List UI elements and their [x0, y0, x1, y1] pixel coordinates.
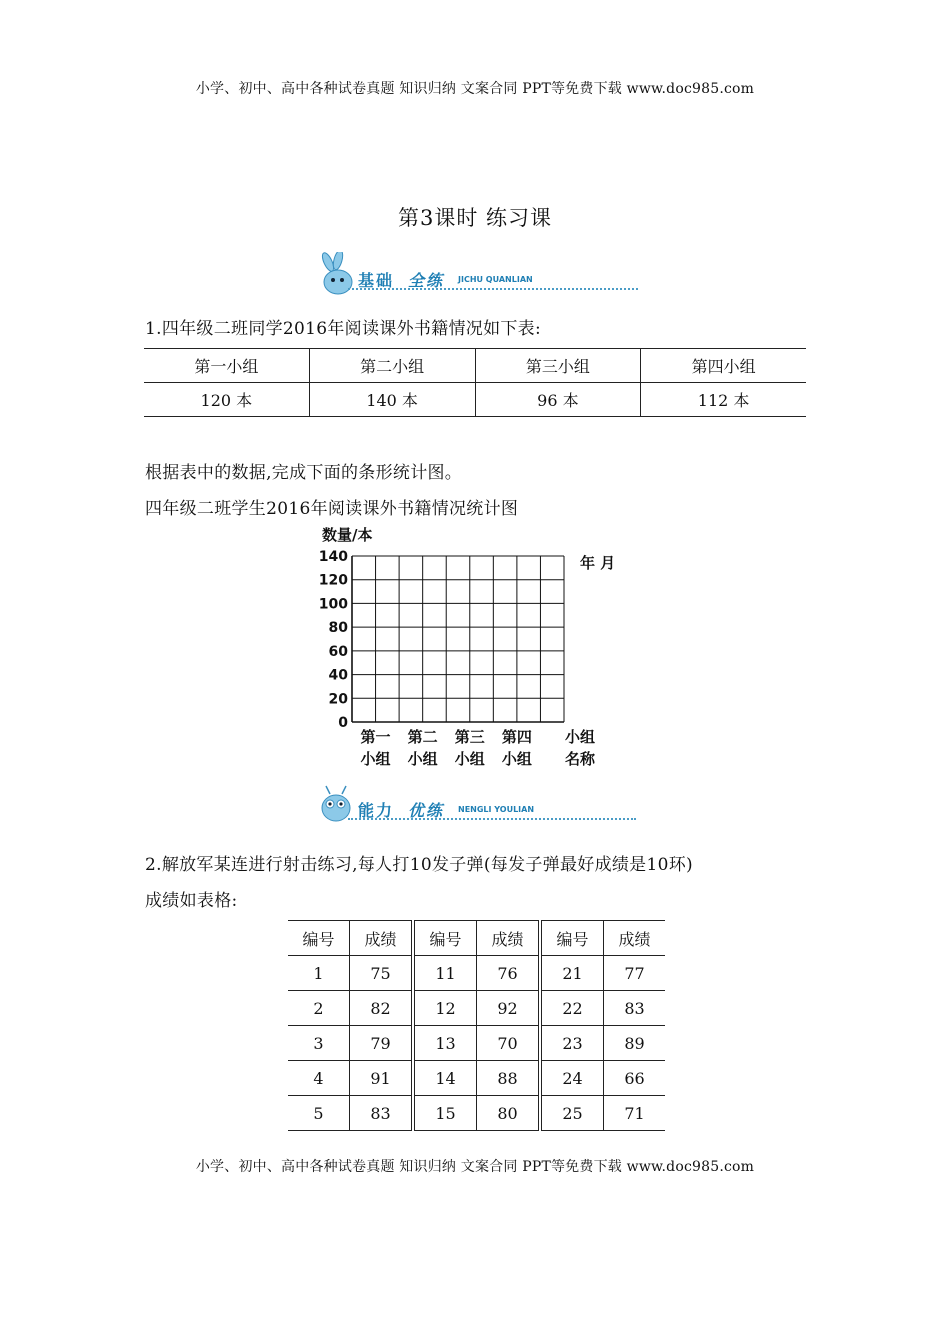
score-table	[288, 920, 665, 1131]
chart-caption: 四年级二班学生2016年阅读课外书籍情况统计图	[145, 499, 519, 519]
table-cell: 21	[540, 956, 604, 991]
table-cell: 82	[350, 991, 414, 1026]
table-cell: 88	[477, 1061, 541, 1096]
section-banner-basic	[308, 252, 638, 298]
table-row	[288, 956, 665, 991]
table-cell: 2	[288, 991, 350, 1026]
table-cell: 96 本	[475, 383, 641, 417]
lesson-title: 第3课时 练习课	[397, 206, 553, 230]
y-tick-label: 0	[338, 715, 348, 731]
x-tick-label: 名称	[564, 750, 596, 768]
table-cell: 80	[477, 1096, 541, 1131]
bar-chart-grid	[300, 520, 660, 776]
y-tick-labels	[319, 549, 348, 731]
table-row	[288, 1026, 665, 1061]
y-axis-label: 数量/本	[322, 526, 373, 544]
x-tick-label: 第一	[360, 728, 391, 746]
q1-instruction: 根据表中的数据,完成下面的条形统计图。	[145, 463, 463, 483]
banner-label-highlight: 全练	[408, 271, 445, 290]
table-cell: 4	[288, 1061, 350, 1096]
y-tick-label: 140	[318, 549, 348, 565]
y-tick-label: 40	[328, 667, 348, 684]
table-header-cell: 成绩	[477, 921, 541, 956]
table-row	[288, 991, 665, 1026]
table-cell: 14	[413, 1061, 477, 1096]
table-cell: 13	[413, 1026, 477, 1061]
table-cell: 112 本	[641, 383, 806, 417]
table-cell: 12	[413, 991, 477, 1026]
y-tick-label: 80	[328, 620, 348, 637]
table-cell: 23	[540, 1026, 604, 1061]
x-tick-label: 小组	[501, 750, 532, 768]
table-cell: 77	[604, 956, 666, 991]
table-cell: 3	[288, 1026, 350, 1061]
table-cell: 91	[350, 1061, 414, 1096]
section-banner-ability	[308, 782, 636, 828]
y-tick-label: 100	[318, 596, 348, 613]
table-cell: 89	[604, 1026, 666, 1061]
table-row	[288, 921, 665, 956]
table-row	[288, 1061, 665, 1096]
x-tick-labels	[361, 728, 596, 768]
table-cell: 25	[540, 1096, 604, 1131]
table-cell: 1	[288, 956, 350, 991]
date-label: 年 月	[580, 554, 616, 572]
table-header-cell: 编号	[413, 921, 477, 956]
table-cell: 22	[540, 991, 604, 1026]
table-header-cell: 成绩	[350, 921, 414, 956]
y-tick-label: 60	[328, 643, 348, 660]
x-tick-label: 小组	[407, 750, 438, 768]
table-cell: 75	[350, 956, 414, 991]
table-cell: 5	[288, 1096, 350, 1131]
x-tick-label: 小组	[360, 750, 391, 768]
q2-intro-line1: 2.解放军某连进行射击练习,每人打10发子弹(每发子弹最好成绩是10环)	[145, 855, 693, 875]
page-footer: 小学、初中、高中各种试卷真题 知识归纳 文案合同 PPT等免费下载 www.doc985.com	[195, 1159, 755, 1175]
table-cell: 79	[350, 1026, 414, 1061]
table-cell: 83	[350, 1096, 414, 1131]
table-cell: 71	[604, 1096, 666, 1131]
banner-label-highlight: 优练	[408, 801, 445, 820]
q2-intro-line2: 成绩如表格:	[145, 891, 238, 911]
x-tick-label: 第三	[454, 728, 485, 746]
table-cell: 120 本	[144, 383, 309, 417]
table-row	[288, 1096, 665, 1131]
q1-intro: 1.四年级二班同学2016年阅读课外书籍情况如下表:	[145, 319, 542, 339]
table-cell: 11	[413, 956, 477, 991]
table-cell: 83	[604, 991, 666, 1026]
banner-pinyin: NENGLI YOULIAN	[458, 805, 535, 814]
table-cell: 24	[540, 1061, 604, 1096]
page-header: 小学、初中、高中各种试卷真题 知识归纳 文案合同 PPT等免费下载 www.doc985.com	[195, 81, 755, 97]
table-cell: 70	[477, 1026, 541, 1061]
table-header-cell: 第三小组	[475, 349, 641, 383]
table-header-cell: 编号	[540, 921, 604, 956]
reading-table	[144, 348, 806, 417]
table-header-cell: 编号	[288, 921, 350, 956]
table-cell: 15	[413, 1096, 477, 1131]
x-tick-label: 小组	[454, 750, 485, 768]
y-tick-label: 20	[328, 691, 348, 708]
x-tick-label: 小组	[564, 728, 596, 746]
table-cell: 76	[477, 956, 541, 991]
banner-label: 能力	[358, 801, 395, 820]
table-row	[144, 349, 806, 383]
x-tick-label: 第四	[501, 728, 532, 746]
table-header-cell: 第一小组	[144, 349, 309, 383]
table-header-cell: 第四小组	[641, 349, 806, 383]
table-row	[144, 383, 806, 417]
table-header-cell: 第二小组	[309, 349, 475, 383]
y-tick-label: 120	[318, 572, 348, 589]
table-cell: 92	[477, 991, 541, 1026]
banner-label: 基础	[358, 271, 395, 290]
table-cell: 66	[604, 1061, 666, 1096]
chart-grid	[352, 556, 564, 722]
table-cell: 140 本	[309, 383, 475, 417]
table-header-cell: 成绩	[604, 921, 666, 956]
x-tick-label: 第二	[407, 728, 438, 746]
banner-pinyin: JICHU QUANLIAN	[458, 275, 533, 284]
